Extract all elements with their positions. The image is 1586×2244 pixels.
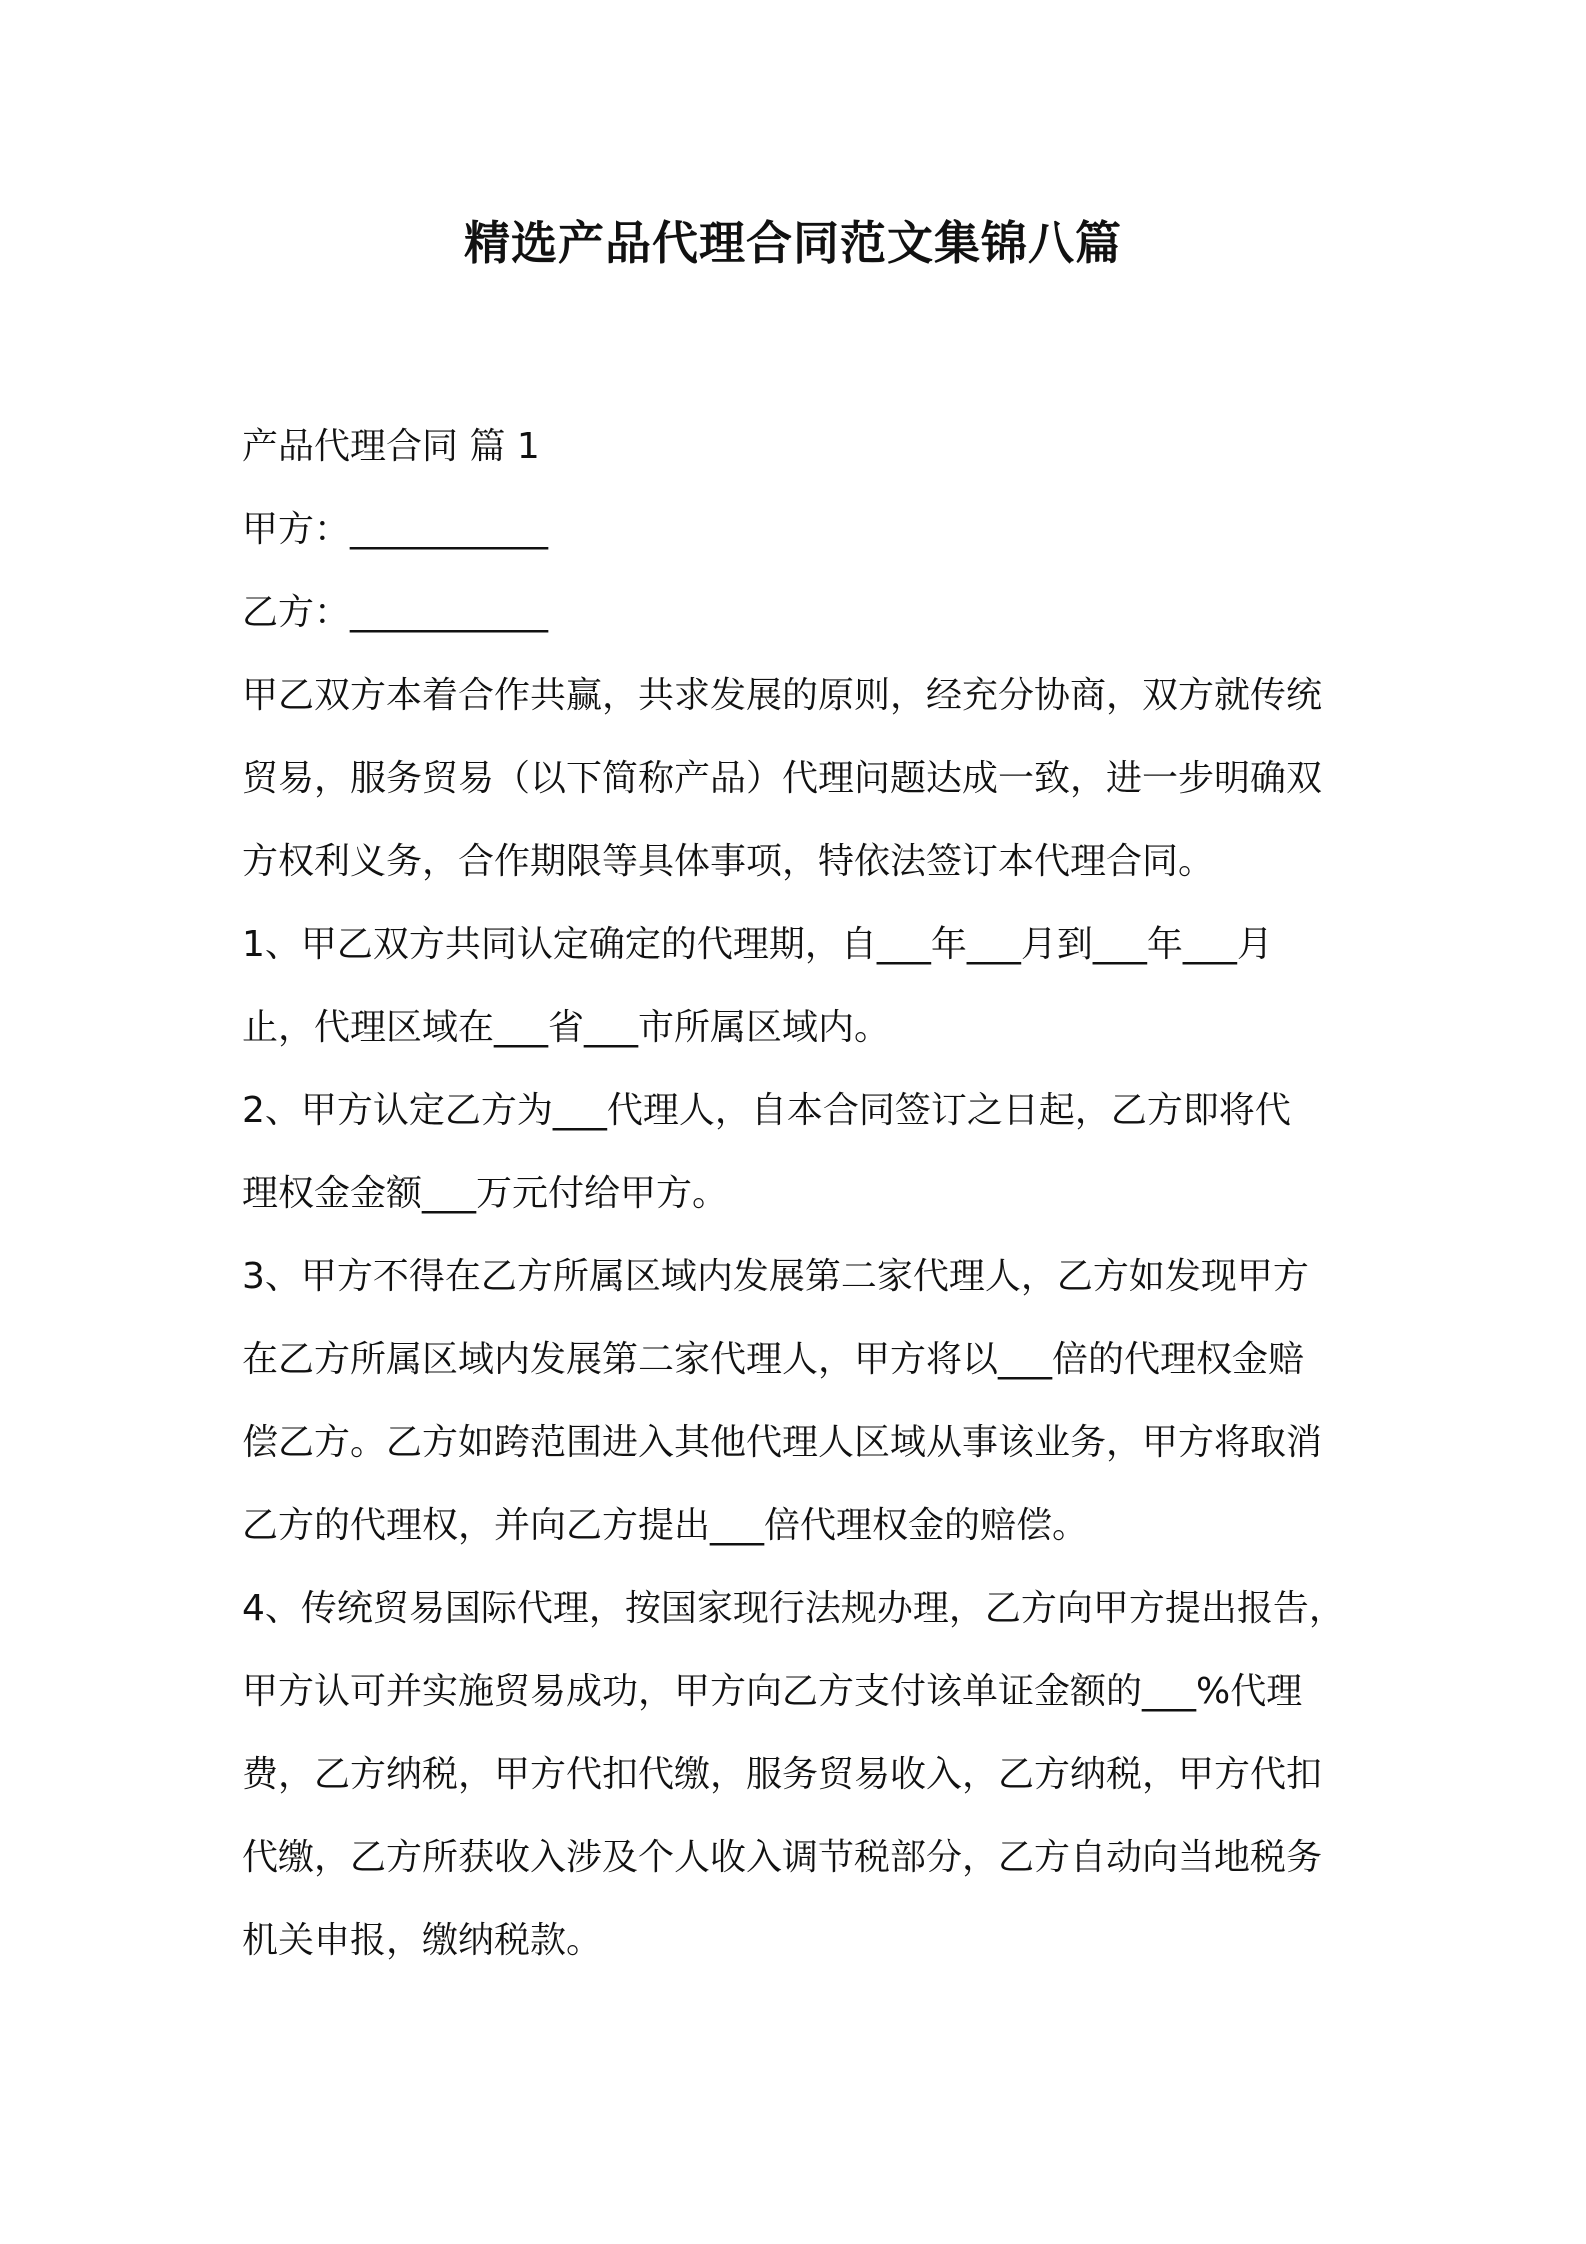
text-line: 偿乙方。乙方如跨范围进入其他代理人区域从事该业务，甲方将取消 [242,1422,1323,1463]
text-line: 甲方认可并实施贸易成功，甲方向乙方支付该单证金额的___%代理 [242,1671,1303,1712]
text-line: 方权利义务，合作期限等具体事项，特依法签订本代理合同。 [242,841,1215,882]
party-b-line: 乙方：___________ [242,592,549,633]
text-line: 代缴，乙方所获收入涉及个人收入调节税部分，乙方自动向当地税务 [242,1837,1323,1878]
text-line: 机关申报，缴纳税款。 [242,1920,603,1961]
text-line: 止，代理区域在___省___市所属区域内。 [242,1007,891,1048]
text-line: 1、甲乙双方共同认定确定的代理期，自___年___月到___年___月 [242,924,1273,965]
text-line: 贸易，服务贸易（以下简称产品）代理问题达成一致，进一步明确双 [242,758,1323,799]
text-line: 甲乙双方本着合作共赢，共求发展的原则，经充分协商，双方就传统 [242,675,1323,716]
text-line: 乙方的代理权，并向乙方提出___倍代理权金的赔偿。 [242,1505,1089,1546]
document-title: 精选产品代理合同范文集锦八篇 [464,216,1122,270]
text-line: 在乙方所属区域内发展第二家代理人，甲方将以___倍的代理权金赔 [242,1339,1305,1380]
text-line: 4、传统贸易国际代理，按国家现行法规办理，乙方向甲方提出报告， [242,1588,1345,1629]
text-line: 费，乙方纳税，甲方代扣代缴，服务贸易收入，乙方纳税，甲方代扣 [242,1754,1323,1795]
text-line: 3、甲方不得在乙方所属区域内发展第二家代理人，乙方如发现甲方 [242,1256,1309,1297]
document-body [242,405,1362,1982]
party-a-line: 甲方：___________ [242,509,549,550]
section-heading: 产品代理合同 篇 1 [242,426,540,467]
text-line: 理权金金额___万元付给甲方。 [242,1173,729,1214]
text-line: 2、甲方认定乙方为___代理人，自本合同签订之日起，乙方即将代 [242,1090,1291,1131]
